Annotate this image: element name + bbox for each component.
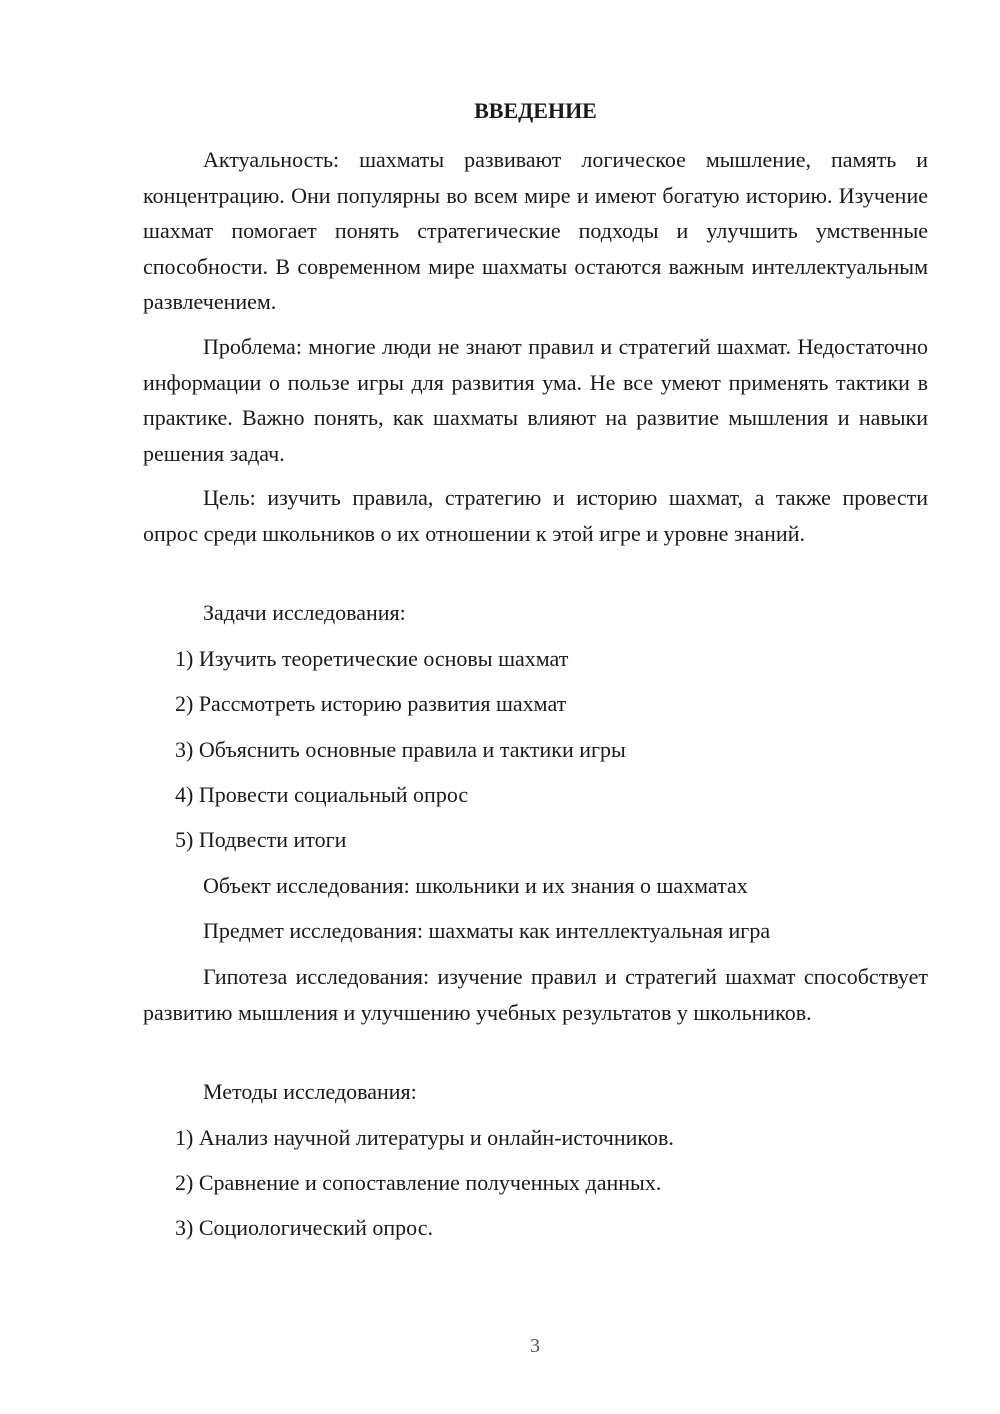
goal-paragraph: Цель: изучить правила, стратегию и историю шахмат, а также провести опрос среди школьников о их отношении к этой игре и уровне знаний. bbox=[143, 485, 928, 546]
hypothesis-paragraph: Гипотеза исследования: изучение правил и стратегий шахмат способствует развитию мышления и улучшению учебных результатов у школьников. bbox=[143, 964, 928, 1025]
task-item-2: 2) Рассмотреть историю развития шахмат bbox=[175, 691, 567, 716]
research-object: Объект исследования: школьники и их знания о шахматах bbox=[203, 873, 748, 898]
task-item-4: 4) Провести социальный опрос bbox=[175, 782, 469, 807]
page-number: 3 bbox=[530, 1335, 540, 1357]
research-subject: Предмет исследования: шахматы как интеллектуальная игра bbox=[203, 918, 771, 943]
method-item-3: 3) Социологический опрос. bbox=[175, 1215, 433, 1240]
method-item-1: 1) Анализ научной литературы и онлайн-источников. bbox=[175, 1125, 674, 1150]
task-item-3: 3) Объяснить основные правила и тактики игры bbox=[175, 737, 626, 762]
task-item-1: 1) Изучить теоретические основы шахмат bbox=[175, 646, 569, 671]
page-title: ВВЕДЕНИЕ bbox=[474, 98, 597, 123]
problem-paragraph: Проблема: многие люди не знают правил и стратегий шахмат. Недостаточно информации о пользе игры для развития ума. Не все умеют применять тактики в практике. Важно понять, как шахматы влияют на развитие мышления и навыки решения задач. bbox=[143, 334, 928, 466]
tasks-heading: Задачи исследования: bbox=[203, 600, 406, 625]
method-item-2: 2) Сравнение и сопоставление полученных данных. bbox=[175, 1170, 662, 1195]
relevance-paragraph: Актуальность: шахматы развивают логическое мышление, память и концентрацию. Они популярны во всем мире и имеют богатую историю. Изучение шахмат помогает понять стратегические подходы и улучшить умственные способности. В современном мире шахматы остаются важным интеллектуальным развлечением. bbox=[143, 147, 928, 314]
task-item-5: 5) Подвести итоги bbox=[175, 827, 347, 852]
methods-heading: Методы исследования: bbox=[203, 1079, 417, 1104]
